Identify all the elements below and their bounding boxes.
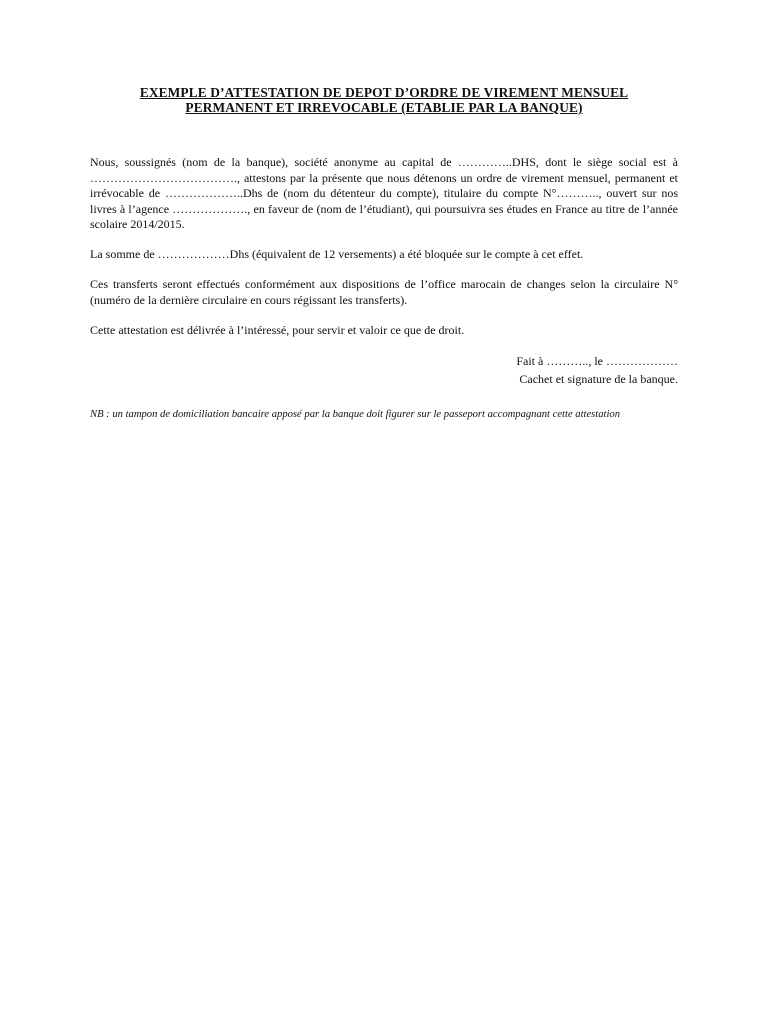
paragraph-amount: La somme de ………………Dhs (équivalent de 12 versements) a été bloquée sur le compte à cet effet.	[90, 247, 584, 261]
paragraph-attestation: Nous, soussignés (nom de la banque), société anonyme au capital de …………..DHS, dont le siège social est à ………………………………., attestons par la présente que nous détenons un ordre de virement mensuel, permanent et irrévocable de ………………..Dhs de (nom du détenteur du compte), titulaire du compte N°……….., ouvert sur nos livres à l’agence ………………., en faveur de (nom de l’étudiant), qui poursuivra ses études en France au titre de l’année scolaire 2014/2015.	[90, 155, 678, 231]
title-line-1: EXEMPLE D’ATTESTATION DE DEPOT D’ORDRE DE VIREMENT MENSUEL	[139, 85, 629, 100]
signature-block	[90, 352, 678, 388]
nb-note: NB : un tampon de domiciliation bancaire apposé par la banque doit figurer sur le passeport accompagnant cette attestation	[90, 408, 621, 420]
title-line-2: PERMANENT ET IRREVOCABLE (ETABLIE PAR LA BANQUE)	[185, 100, 583, 115]
document-title	[90, 85, 678, 115]
place-date-line: Fait à ……….., le ………………	[516, 353, 678, 368]
paragraph-transfers: Ces transferts seront effectués conformément aux dispositions de l’office marocain de changes selon la circulaire N° (numéro de la dernière circulaire en cours régissant les transferts).	[90, 277, 678, 307]
document-body	[90, 155, 678, 422]
paragraph-delivery: Cette attestation est délivrée à l’intéressé, pour servir et valoir ce que de droit.	[90, 322, 465, 337]
signature-line: Cachet et signature de la banque.	[519, 371, 678, 386]
